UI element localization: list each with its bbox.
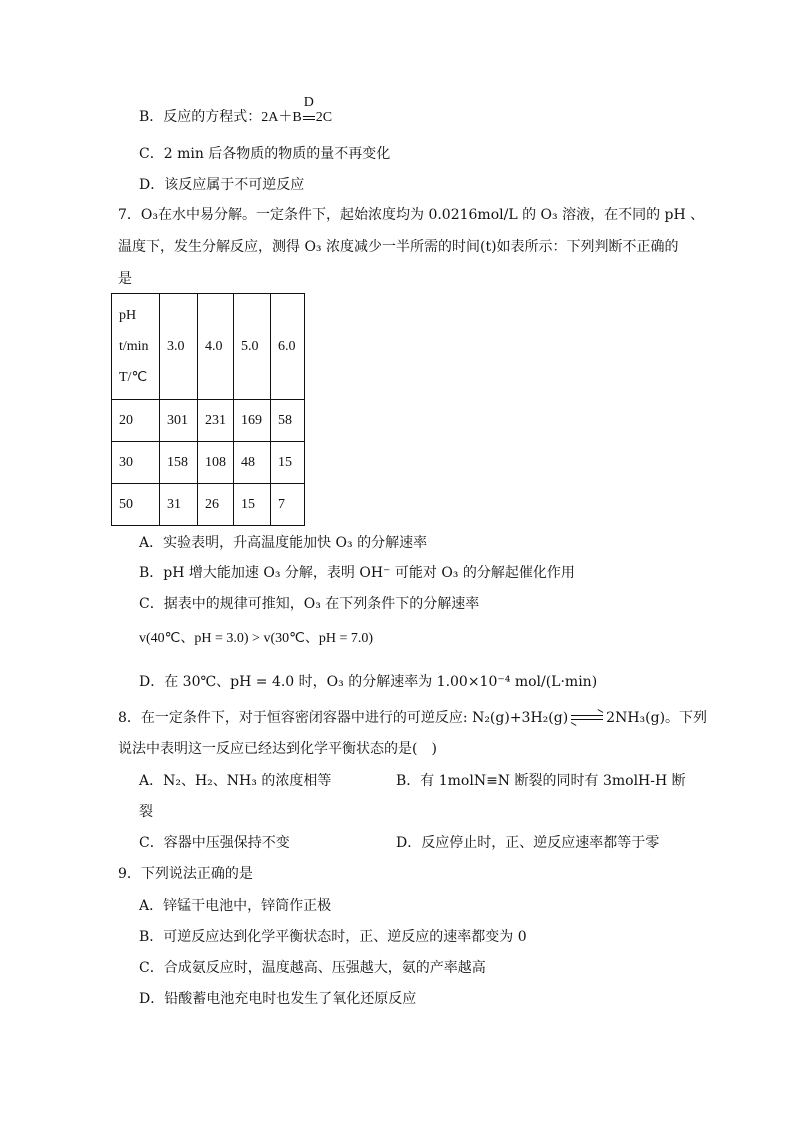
time-cell: 231	[198, 400, 234, 442]
time-cell: 15	[234, 484, 271, 526]
time-cell: 301	[160, 400, 198, 442]
table-row	[112, 484, 305, 526]
q9-option-b: B．可逆反应达到化学平衡状态时，正、逆反应的速率都变为 0	[139, 929, 527, 945]
q7-stem-line3: 是	[118, 271, 132, 287]
ph-cell: 5.0	[234, 294, 271, 400]
q6-equation-over: D	[303, 95, 314, 110]
q7-stem-line1: 7．O₃在水中易分解。一定条件下，起始浓度均为 0.0216mol/L 的 O₃ 溶液，在不同的 pH 、	[118, 207, 705, 223]
q6-option-b	[139, 95, 333, 127]
q8-stem-line2: 说法中表明这一反应已经达到化学平衡状态的是( )	[118, 741, 437, 757]
q7-option-a: A．实验表明，升高温度能加快 O₃ 的分解速率	[139, 535, 428, 551]
q8-option-a: A．N₂、H₂、NH₃ 的浓度相等	[139, 773, 332, 789]
q7-stem-line2: 温度下，发生分解反应，测得 O₃ 浓度减少一半所需的时间(t)如表所示：下列判断不正确的	[118, 239, 679, 255]
q6-equation-left: 2A＋B	[261, 110, 302, 125]
q8-stem-line1-a: 8．在一定条件下，对于恒容密闭容器中进行的可逆反应: N₂(g)+3H₂(g)	[118, 710, 569, 726]
q6-option-c: C．2 min 后各物质的物质的量不再变化	[139, 146, 391, 162]
q9-stem: 9．下列说法正确的是	[118, 866, 253, 882]
q6-equation-condition	[302, 95, 316, 127]
q9-option-c: C．合成氨反应时，温度越高、压强越大，氨的产率越高	[139, 960, 486, 976]
time-cell: 15	[271, 442, 305, 484]
temp-cell: 50	[112, 484, 160, 526]
q8-stem-line1	[118, 709, 707, 727]
q7-option-d: D．在 30℃、pH = 4.0 时，O₃ 的分解速率为 1.00×10⁻⁴ mol/(L·min)	[139, 674, 598, 690]
time-cell: 58	[271, 400, 305, 442]
temp-cell: 30	[112, 442, 160, 484]
time-cell: 7	[271, 484, 305, 526]
ph-cell: 3.0	[160, 294, 198, 400]
time-cell: 169	[234, 400, 271, 442]
q7-option-b: B．pH 增大能加速 O₃ 分解，表明 OH⁻ 可能对 O₃ 的分解起催化作用	[139, 565, 575, 581]
time-cell: 31	[160, 484, 198, 526]
table-header-cell	[112, 294, 160, 400]
q6-option-d: D．该反应属于不可逆反应	[139, 177, 305, 193]
time-cell: 158	[160, 442, 198, 484]
header-ph-label: pH	[119, 308, 137, 323]
ph-cell: 6.0	[271, 294, 305, 400]
q8-stem-line1-b: 2NH₃(g)。下列	[606, 710, 708, 726]
q9-option-a: A．锌锰干电池中，锌筒作正极	[139, 898, 332, 914]
q8-option-d: D．反应停止时，正、逆反应速率都等于零	[396, 835, 660, 851]
table-row	[112, 400, 305, 442]
header-time-label: t/min	[119, 339, 149, 354]
time-cell: 48	[234, 442, 271, 484]
q7-option-c-formula: v(40℃、pH = 3.0) > v(30℃、pH = 7.0)	[139, 631, 374, 646]
q8-option-c: C．容器中压强保持不变	[139, 835, 290, 851]
header-temp-label: T/℃	[119, 370, 148, 385]
temp-cell: 20	[112, 400, 160, 442]
ph-cell: 4.0	[198, 294, 234, 400]
q8-option-b-continued: 裂	[139, 804, 153, 820]
time-cell: 26	[198, 484, 234, 526]
q8-option-b: B．有 1molN≡N 断裂的同时有 3molH-H 断	[396, 773, 686, 789]
time-cell: 108	[198, 442, 234, 484]
q6-option-b-text: B．反应的方程式：	[139, 109, 262, 125]
table-row	[112, 442, 305, 484]
q7-data-table	[111, 293, 305, 526]
q9-option-d: D．铅酸蓄电池充电时也发生了氧化还原反应	[139, 991, 417, 1007]
q7-option-c: C．据表中的规律可推知，O₃ 在下列条件下的分解速率	[139, 596, 480, 612]
q6-equation-right: 2C	[315, 110, 333, 125]
equilibrium-arrow-icon	[571, 714, 603, 722]
